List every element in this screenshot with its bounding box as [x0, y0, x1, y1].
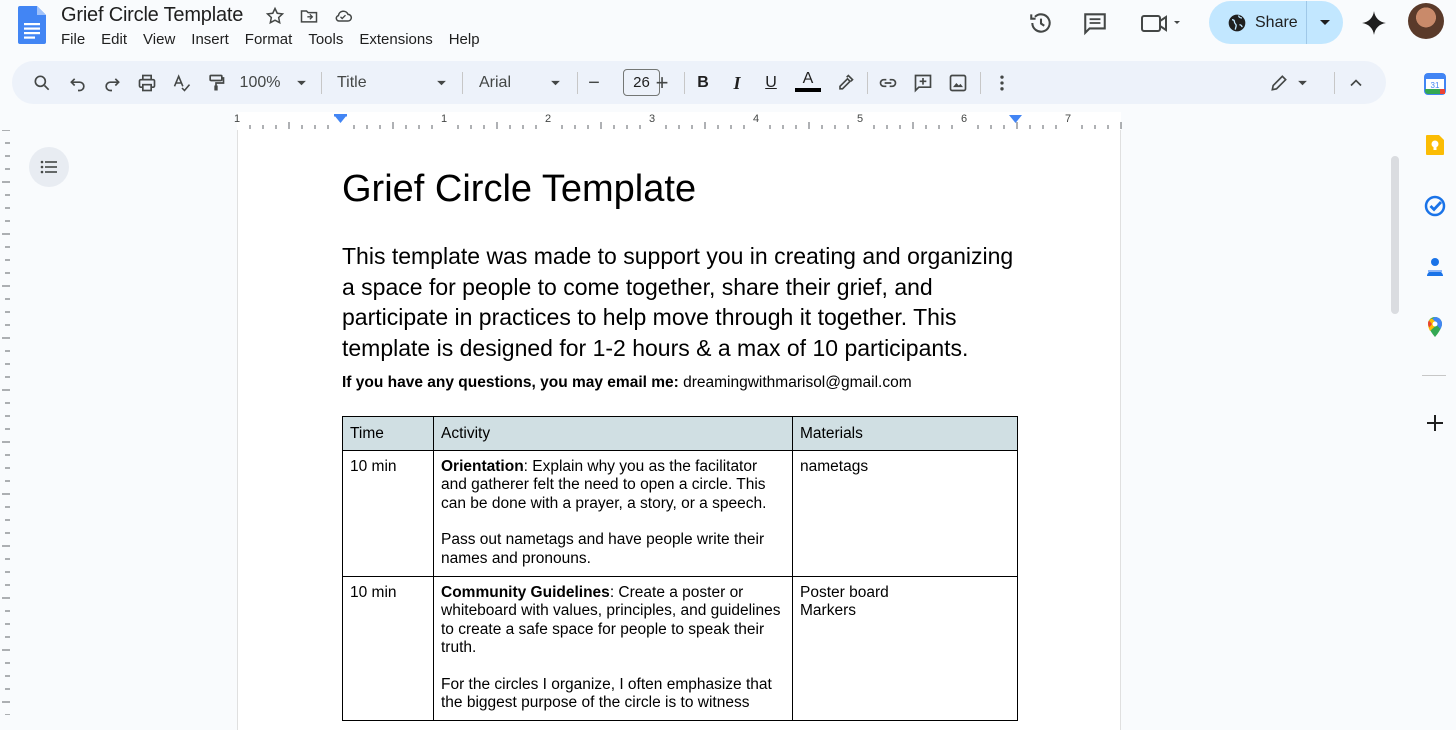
contact-email: dreamingwithmarisol@gmail.com: [678, 374, 912, 391]
chevron-down-icon: [1319, 19, 1331, 27]
share-dropdown[interactable]: [1307, 19, 1343, 27]
ruler-label: 5: [856, 113, 864, 125]
table-header-activity[interactable]: Activity: [434, 417, 793, 451]
ruler-label: 2: [544, 113, 552, 125]
toolbar-divider: [980, 72, 981, 94]
globe-icon: [1227, 13, 1247, 33]
spellcheck-icon[interactable]: [170, 71, 194, 95]
contacts-icon[interactable]: [1424, 256, 1446, 278]
table-row: [343, 576, 1018, 720]
table-cell-materials[interactable]: [793, 450, 1018, 576]
keep-icon[interactable]: [1424, 134, 1446, 156]
horizontal-ruler[interactable]: [0, 110, 1387, 130]
decrease-font-size-button[interactable]: −: [588, 71, 600, 94]
scrollbar-thumb[interactable]: [1391, 156, 1399, 314]
svg-text:31: 31: [1430, 81, 1440, 90]
toolbar-divider: [1334, 72, 1335, 94]
share-label: Share: [1255, 13, 1298, 31]
table-cell-time[interactable]: 10 min: [343, 450, 434, 576]
toolbar: [12, 61, 1386, 104]
cloud-saved-icon[interactable]: [333, 6, 353, 26]
schedule-table[interactable]: [342, 416, 1018, 721]
maps-icon[interactable]: [1424, 316, 1446, 338]
document-outline-button[interactable]: [29, 147, 69, 187]
ruler-label: 7: [1064, 113, 1072, 125]
underline-button[interactable]: U: [765, 74, 777, 91]
menu-insert[interactable]: Insert: [191, 31, 229, 48]
avatar[interactable]: [1408, 3, 1444, 39]
doc-title[interactable]: Grief Circle Template: [61, 4, 244, 26]
editing-mode-icon[interactable]: [1267, 71, 1291, 95]
menu-view[interactable]: View: [143, 31, 176, 48]
share-button[interactable]: [1209, 1, 1343, 44]
gemini-icon[interactable]: [1361, 10, 1387, 36]
contact-line[interactable]: [342, 374, 912, 392]
more-options-icon[interactable]: [992, 71, 1012, 95]
share-main[interactable]: [1209, 1, 1307, 44]
table-cell-time[interactable]: 10 min: [343, 576, 434, 720]
table-cell-activity[interactable]: [434, 450, 793, 576]
font-chevron-down-icon[interactable]: [548, 71, 562, 95]
font-size-input[interactable]: 26: [623, 69, 660, 96]
ruler-label: 1: [233, 113, 241, 125]
activity-note: Pass out nametags and have people write their names and pronouns.: [441, 531, 765, 567]
insert-image-icon[interactable]: [946, 71, 970, 95]
bold-button[interactable]: B: [697, 74, 709, 91]
tasks-icon[interactable]: [1424, 195, 1446, 217]
list-icon: [40, 160, 58, 174]
ruler-label: 1: [440, 113, 448, 125]
toolbar-divider: [321, 72, 322, 94]
undo-icon[interactable]: [66, 71, 90, 95]
print-icon[interactable]: [135, 71, 159, 95]
insert-link-icon[interactable]: [876, 71, 900, 95]
table-cell-activity[interactable]: [434, 576, 793, 720]
toolbar-divider: [684, 72, 685, 94]
first-line-indent-marker[interactable]: [334, 114, 347, 117]
activity-title: Community Guidelines: [441, 583, 610, 601]
move-folder-icon[interactable]: [299, 6, 319, 26]
toolbar-divider: [462, 72, 463, 94]
table-header-time[interactable]: Time: [343, 417, 434, 451]
menu-help[interactable]: Help: [448, 31, 480, 48]
side-panel-divider: [1422, 375, 1446, 376]
menu-tools[interactable]: Tools: [308, 31, 344, 48]
intro-paragraph[interactable]: This template was made to support you in creating and organizing a space for people to come together, share their grief, and participate in practices to help move through it together. This template is designed for 1-2 hours & a max of 10 participants.: [342, 243, 1014, 361]
docs-logo-icon[interactable]: [18, 6, 46, 44]
calendar-icon[interactable]: [1424, 73, 1446, 95]
menu-edit[interactable]: Edit: [101, 31, 128, 48]
zoom-select[interactable]: 100%: [239, 74, 281, 91]
search-menus-icon[interactable]: [30, 71, 54, 95]
hide-menus-chevron-up-icon[interactable]: [1346, 71, 1366, 95]
vertical-ruler: [0, 130, 12, 715]
top-bar: [0, 0, 1456, 60]
table-row: [343, 450, 1018, 576]
add-icon[interactable]: [1424, 412, 1446, 434]
contact-label: If you have any questions, you may email me:: [342, 374, 679, 391]
paint-format-icon[interactable]: [204, 71, 228, 95]
material-item: Poster board: [800, 583, 889, 601]
activity-description: [441, 584, 785, 658]
style-select[interactable]: Title: [337, 74, 367, 91]
document-page[interactable]: [237, 130, 1121, 730]
ruler-label: 6: [960, 113, 968, 125]
ruler-label: 4: [752, 113, 760, 125]
side-panel: [1410, 60, 1456, 715]
menu-extensions[interactable]: Extensions: [359, 31, 433, 48]
material-item: nametags: [800, 457, 869, 475]
redo-icon[interactable]: [100, 71, 124, 95]
zoom-chevron-down-icon[interactable]: [294, 71, 308, 95]
activity-note: For the circles I organize, I often emphasize that the biggest purpose of the circle is to witness: [441, 675, 772, 711]
menu-file[interactable]: File: [61, 31, 86, 48]
activity-title: Orientation: [441, 457, 524, 475]
toolbar-divider: [577, 72, 578, 94]
menu-format[interactable]: Format: [244, 31, 293, 48]
highlight-icon[interactable]: [834, 71, 856, 95]
add-comment-icon[interactable]: [911, 71, 935, 95]
editing-mode-chevron-down-icon[interactable]: [1295, 71, 1309, 95]
activity-text: : Explain why you as the facilitator and gatherer felt the need to open a circle. This can be done with a prayer, a story, or a speech.: [441, 457, 767, 512]
version-history-icon[interactable]: [1028, 10, 1054, 36]
table-cell-materials[interactable]: [793, 576, 1018, 720]
ruler-label: 3: [648, 113, 656, 125]
comments-icon[interactable]: [1082, 10, 1108, 36]
star-icon[interactable]: [265, 6, 285, 26]
meet-icon[interactable]: [1140, 10, 1180, 36]
material-item: Markers: [800, 602, 856, 619]
activity-text: : Create a poster or whiteboard with values, principles, and guidelines to create a safe space for people to speak their truth.: [441, 583, 781, 656]
italic-button[interactable]: I: [733, 72, 741, 93]
toolbar-divider: [867, 72, 868, 94]
style-chevron-down-icon[interactable]: [434, 71, 448, 95]
increase-font-size-button[interactable]: +: [655, 70, 669, 95]
text-color-button[interactable]: A: [795, 70, 821, 92]
font-select[interactable]: Arial: [479, 74, 512, 91]
table-header-row: [343, 417, 1018, 451]
menu-bar: [61, 31, 496, 48]
activity-description: [441, 458, 785, 514]
table-header-materials[interactable]: Materials: [793, 417, 1018, 451]
document-heading[interactable]: Grief Circle Template: [342, 168, 697, 210]
